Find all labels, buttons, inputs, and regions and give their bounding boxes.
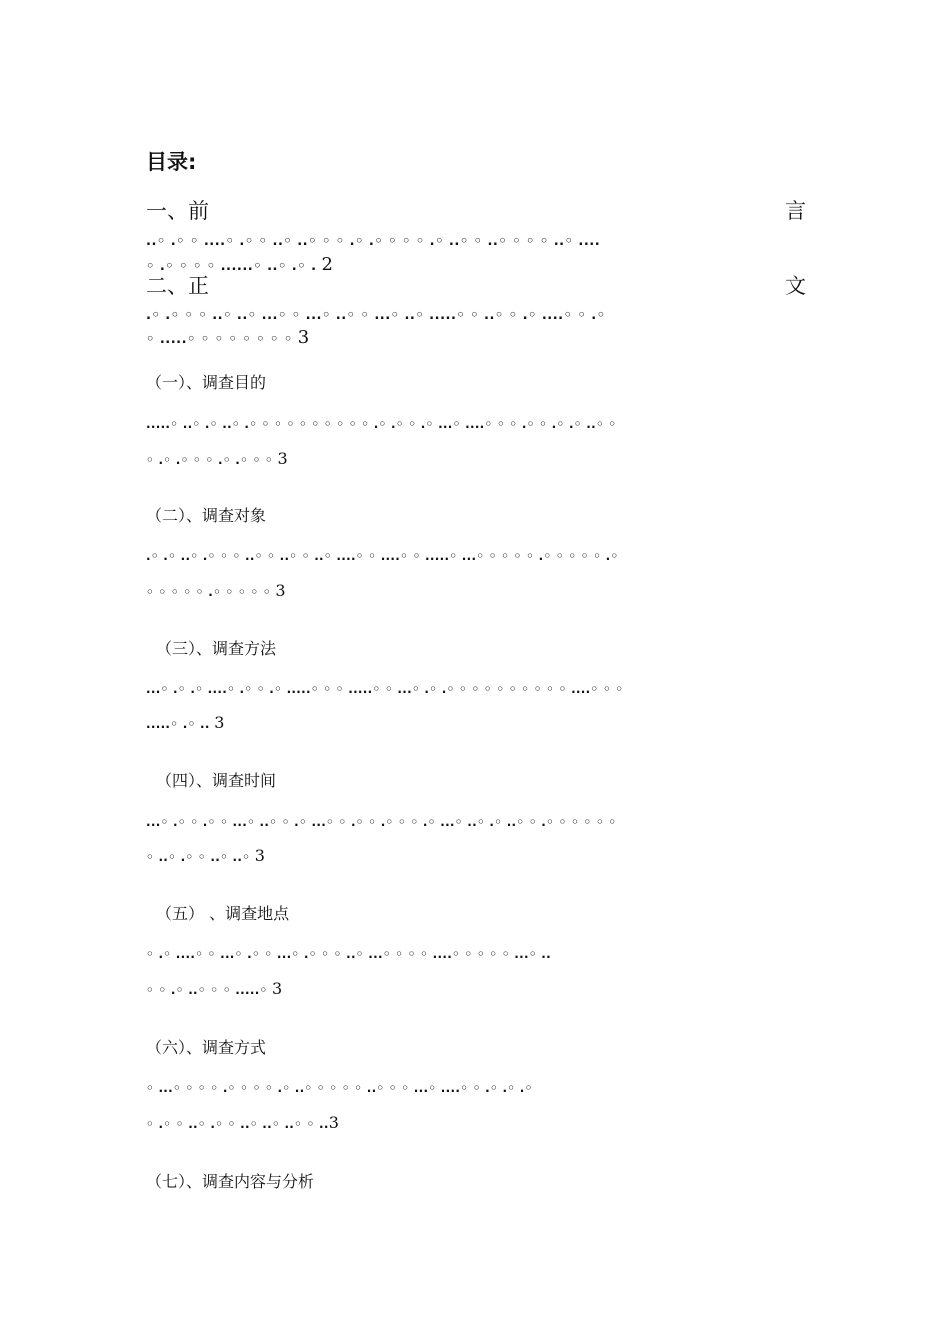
toc-leader-line bbox=[146, 580, 806, 603]
toc-leader-dots: ◦ ◦ ◦ ◦ ◦ .◦ ◦ ◦ ◦ ◦ bbox=[146, 585, 276, 599]
toc-sub-entry-label: （一）、调查目的 bbox=[146, 373, 267, 392]
toc-entry-label-right: 文 bbox=[785, 274, 806, 298]
toc-leader-line: ◦ .◦ ....◦ ◦ ...◦ .◦ ◦ ...◦ .◦ ◦ ◦ ..◦ ...◦ ◦ ◦ ◦ ....◦ ◦ ◦ ◦ ◦ ...◦ .. bbox=[146, 947, 552, 961]
toc-page-number: 2 bbox=[321, 254, 334, 275]
toc-sub-entry-label: （二）、调查对象 bbox=[146, 506, 267, 525]
toc-page-number: 3 bbox=[328, 1113, 340, 1132]
toc-entry-label-right: 言 bbox=[785, 199, 806, 223]
toc-leader-dots: ◦ ◦ .◦ ..◦ ◦ ◦ .....◦ bbox=[146, 983, 273, 997]
toc-leader-line: ..◦ .◦ ◦ ....◦ .◦ ◦ ..◦ ..◦ ◦ ◦ .◦ .◦ ◦ ◦ ◦ .◦ ..◦ ◦ ..◦ ◦ ◦ ◦ ..◦ .... bbox=[146, 234, 601, 249]
toc-leader-dots: ◦ .....◦ ◦ ◦ ◦ ◦ ◦ ◦ ◦ bbox=[146, 332, 298, 347]
toc-leader-line: .◦ .◦ ◦ ◦ ..◦ ..◦ ...◦ ◦ ...◦ ..◦ ◦ ...◦ ..◦ .....◦ ◦ ..◦ ◦ .◦ ....◦ ◦ .◦ bbox=[146, 308, 606, 323]
toc-leader-dots: ◦ .◦ ◦ ..◦ .◦ ◦ ..◦ ..◦ ..◦ ◦ .. bbox=[146, 1117, 329, 1131]
toc-leader-line bbox=[146, 1112, 806, 1135]
toc-leader-line: ...◦ .◦ ◦ .◦ ◦ ...◦ ..◦ ◦ .◦ ...◦ ◦ .◦ ◦ .◦ ◦ ◦ .◦ ...◦ ..◦ .◦ ..◦ ◦ .◦ ◦ ◦ ◦ ◦ ◦ bbox=[146, 815, 617, 829]
toc-entry-label-left: 一、前 bbox=[146, 199, 209, 223]
toc-leader-line: ...◦ .◦ .◦ ....◦ .◦ ◦ .◦ .....◦ ◦ ◦ .....◦ ◦ ...◦ .◦ .◦ ◦ ◦ ◦ ◦ ◦ ◦ ◦ ◦ ◦ ....◦ ◦ ◦ bbox=[146, 682, 624, 696]
toc-sub-entry-label: （六）、调查方式 bbox=[146, 1038, 267, 1057]
toc-page-number: 3 bbox=[272, 979, 283, 998]
toc-leader-line bbox=[146, 845, 806, 868]
toc-leader-line bbox=[146, 448, 806, 471]
toc-sub-entry-label: （七）、调查内容与分析 bbox=[146, 1172, 315, 1191]
toc-leader-dots: ◦ .◦ .◦ ◦ ◦ .◦ .◦ ◦ ◦ bbox=[146, 453, 278, 467]
toc-leader-dots: .....◦ .◦ .. bbox=[146, 717, 215, 731]
toc-leader-line bbox=[146, 712, 806, 735]
toc-leader-dots: ◦ ..◦ .◦ ◦ ..◦ ..◦ bbox=[146, 850, 255, 864]
toc-sub-entry-label: （四）、调查时间 bbox=[156, 771, 277, 790]
toc-page-number: 3 bbox=[277, 449, 288, 468]
toc-leader-line bbox=[146, 978, 806, 1001]
toc-leader-line: .....◦ ..◦ .◦ ..◦ .◦ ◦ ◦ ◦ ◦ ◦ ◦ ◦ ◦ ◦ .◦ .◦ ◦ .◦ ...◦ ....◦ ◦ ◦ .◦ ◦ .◦ .◦ ..◦ ◦ bbox=[146, 417, 617, 431]
toc-leader-dots: ◦ .◦ ◦ ◦ ◦ ......◦ ..◦ .◦ . bbox=[146, 259, 322, 274]
toc-page-number: 3 bbox=[254, 846, 266, 865]
toc-leader-line: ◦ ...◦ ◦ ◦ ◦ .◦ ◦ ◦ ◦ .◦ ..◦ ◦ ◦ ◦ ◦ ..◦ ◦ ◦ ...◦ ....◦ ◦ .◦ .◦ .◦ bbox=[146, 1081, 533, 1095]
toc-title: 目录: bbox=[146, 150, 197, 174]
toc-sub-entry-label: （五） 、调查地点 bbox=[156, 904, 290, 923]
toc-leader-line bbox=[146, 325, 806, 353]
toc-sub-entry-label: （三）、调查方法 bbox=[156, 639, 277, 658]
toc-page-number: 3 bbox=[275, 581, 286, 600]
toc-page-number: 3 bbox=[214, 713, 225, 732]
toc-main-entry bbox=[146, 273, 806, 299]
toc-entry-label-left: 二、正 bbox=[146, 274, 209, 298]
toc-leader-line: .◦ .◦ ..◦ .◦ ◦ ◦ ..◦ ◦ ..◦ ◦ ..◦ ....◦ ◦ ....◦ ◦ .....◦ ...◦ ◦ ◦ ◦ ◦ .◦ ◦ ◦ ◦ ◦ .◦ bbox=[146, 549, 619, 563]
toc-main-entry bbox=[146, 198, 806, 224]
toc-page-number: 3 bbox=[297, 327, 310, 348]
